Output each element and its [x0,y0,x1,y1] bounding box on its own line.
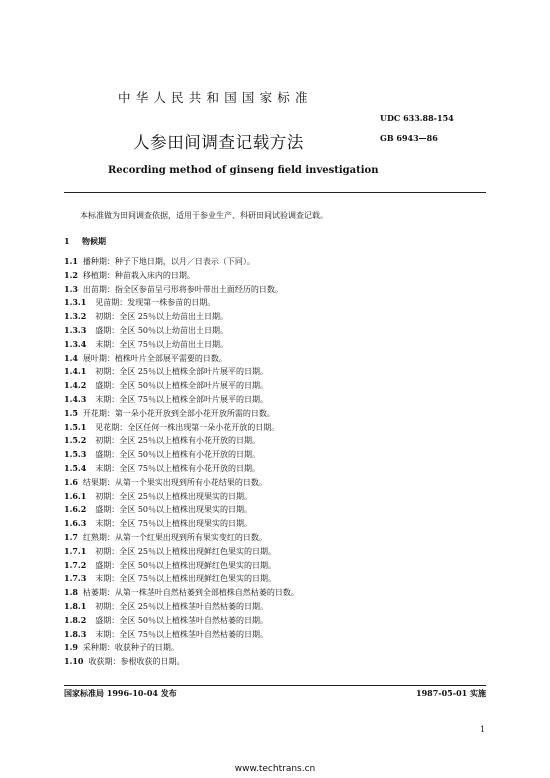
item-number: 1.8.2 [64,614,87,625]
item-number: 1.6.3 [64,518,87,529]
item-number: 1.6.1 [64,490,87,501]
item-text: 开花期：第一朵小花开放到全部小花开放所需的日数。 [82,408,275,418]
item-text: 见苗期：发现第一株参苗的日期。 [95,298,216,308]
list-item [64,448,484,462]
item-text: 初期：全区 25％以上植株出现果实的日期。 [95,491,253,501]
item-text: 初期：全区 25％以上植株全部叶片展平的日期。 [95,367,269,377]
item-text: 盛期：全区 50％以上植株出现果实的日期。 [95,505,253,515]
item-number: 1.1 [64,256,78,266]
item-number: 1.8.3 [64,628,87,639]
gb-code: GB 6943—86 [380,133,438,143]
item-number: 1.10 [64,656,84,667]
item-number: 1.7.1 [64,545,87,556]
issue-date: 国家标准局 1996-10-04 发布 [64,688,177,698]
implement-date: 1987-05-01 实施 [416,688,486,698]
list-item [64,559,484,573]
header-divider [64,192,486,193]
item-text: 红熟期：从第一个红果出现到所有果实变红的日数。 [82,532,267,542]
list-item [64,545,484,559]
item-text: 展叶期：植株叶片全部展平需要的日数。 [82,353,227,363]
list-item [64,503,484,517]
item-number: 1.4.3 [64,393,87,404]
list-item [64,393,484,407]
item-number: 1.8.1 [64,600,87,611]
item-number: 1.7.3 [64,573,87,584]
item-number: 1.2 [64,269,78,280]
website-link[interactable]: www.techtrans.cn [234,764,316,774]
item-text: 末期：全区 75％以上植株出现鲜红色果实的日期。 [95,574,277,584]
item-number: 1.3.1 [64,297,87,308]
list-item [64,379,484,393]
list-item [64,269,484,283]
item-text: 枯萎期：从第一株茎叶自然枯萎到全部植株自然枯萎的日数。 [82,588,299,598]
item-number: 1.6.2 [64,504,87,515]
item-text: 盛期：全区 50％以上植株全部叶片展平的日期。 [95,381,269,391]
item-text: 末期：全区 75％以上幼苗出土日期。 [95,339,229,349]
footer-divider [64,685,486,686]
item-text: 初期：全区 25％以上幼苗出土日期。 [95,312,229,322]
list-item [64,572,484,586]
list-item [64,600,484,614]
item-number: 1.8 [64,587,78,598]
list-item [64,462,484,476]
list-item [64,283,484,297]
list-item [64,628,484,642]
list-item [64,586,484,600]
list-item [64,614,484,628]
item-number: 1.4 [64,352,78,363]
list-item [64,338,484,352]
item-text: 初期：全区 25％以上植株出现鲜红色果实的日期。 [95,546,277,556]
udc-code: UDC 633.88-154 [380,113,454,123]
list-item [64,352,484,366]
intro-paragraph: 本标准做为田间调查依据，适用于参业生产、科研田间试验调查记载。 [80,211,328,220]
item-number: 1.5.3 [64,449,87,460]
item-number: 1.5.4 [64,462,87,473]
list-item [64,476,484,490]
item-text: 末期：全区 75％以上植株出现果实的日期。 [95,519,253,529]
item-number: 1.7 [64,531,78,542]
document-title-cn: 人参田间调查记载方法 [133,133,304,152]
item-text: 出苗期：指全区参苗呈弓形将参叶带出土面经历的日数。 [82,284,283,294]
item-text: 末期：全区 75％以上植株有小花开放的日期。 [95,463,261,473]
item-number: 1.5.1 [64,421,87,432]
list-item [64,517,484,531]
list-item [64,421,484,435]
item-text: 见花期：全区任何一株出现第一朵小花开放的日期。 [95,422,280,432]
document-title-en: Recording method of ginseng field investigation [108,165,379,176]
item-text: 采种期：收获种子的日期。 [82,643,179,653]
section-heading [64,236,106,247]
item-number: 1.3.3 [64,324,87,335]
list-item [64,310,484,324]
item-text: 初期：全区 25％以上植株有小花开放的日期。 [95,436,261,446]
item-number: 1.3 [64,283,78,294]
section-title: 物候期 [82,236,106,246]
list-item [64,434,484,448]
list-item [64,531,484,545]
item-number: 1.3.2 [64,311,87,322]
list-item [64,490,484,504]
item-text: 末期：全区 75％以上植株茎叶自然枯萎的日期。 [95,629,269,639]
list-item [64,324,484,338]
item-number: 1.4.2 [64,380,87,391]
item-number: 1.5.2 [64,435,87,446]
item-text: 末期：全区 75％以上植株全部叶片展平的日期。 [95,394,269,404]
item-number: 1.7.2 [64,559,87,570]
item-text: 移植期：种苗栽入床内的日期。 [82,270,195,280]
item-number: 1.3.4 [64,338,87,349]
item-number: 1.5 [64,407,78,418]
section-number: 1 [64,236,70,246]
item-number: 1.4.1 [64,366,87,377]
item-text: 收获期：参根收获的日期。 [88,657,185,667]
list-item [64,641,484,655]
item-text: 初期：全区 25％以上植株茎叶自然枯萎的日期。 [95,601,269,611]
item-text: 结果期：从第一个果实出现到所有小花结果的日数。 [82,477,267,487]
item-text: 盛期：全区 50％以上植株有小花开放的日期。 [95,450,261,460]
national-standard-heading: 中华人民共和国国家标准 [118,90,313,105]
list-item [64,255,484,269]
list-item [64,296,484,310]
list-item [64,365,484,379]
list-item [64,655,484,669]
page-number: 1 [480,725,486,734]
item-number: 1.6 [64,476,78,487]
item-list [64,255,484,669]
item-text: 盛期：全区 50％以上幼苗出土日期。 [95,325,229,335]
item-text: 播种期：种子下地日期，以月／日表示（下同）。 [82,257,255,266]
item-number: 1.9 [64,642,78,653]
item-text: 盛期：全区 50％以上植株出现鲜红色果实的日期。 [95,560,277,570]
item-text: 盛期：全区 50％以上植株茎叶自然枯萎的日期。 [95,615,269,625]
list-item [64,407,484,421]
